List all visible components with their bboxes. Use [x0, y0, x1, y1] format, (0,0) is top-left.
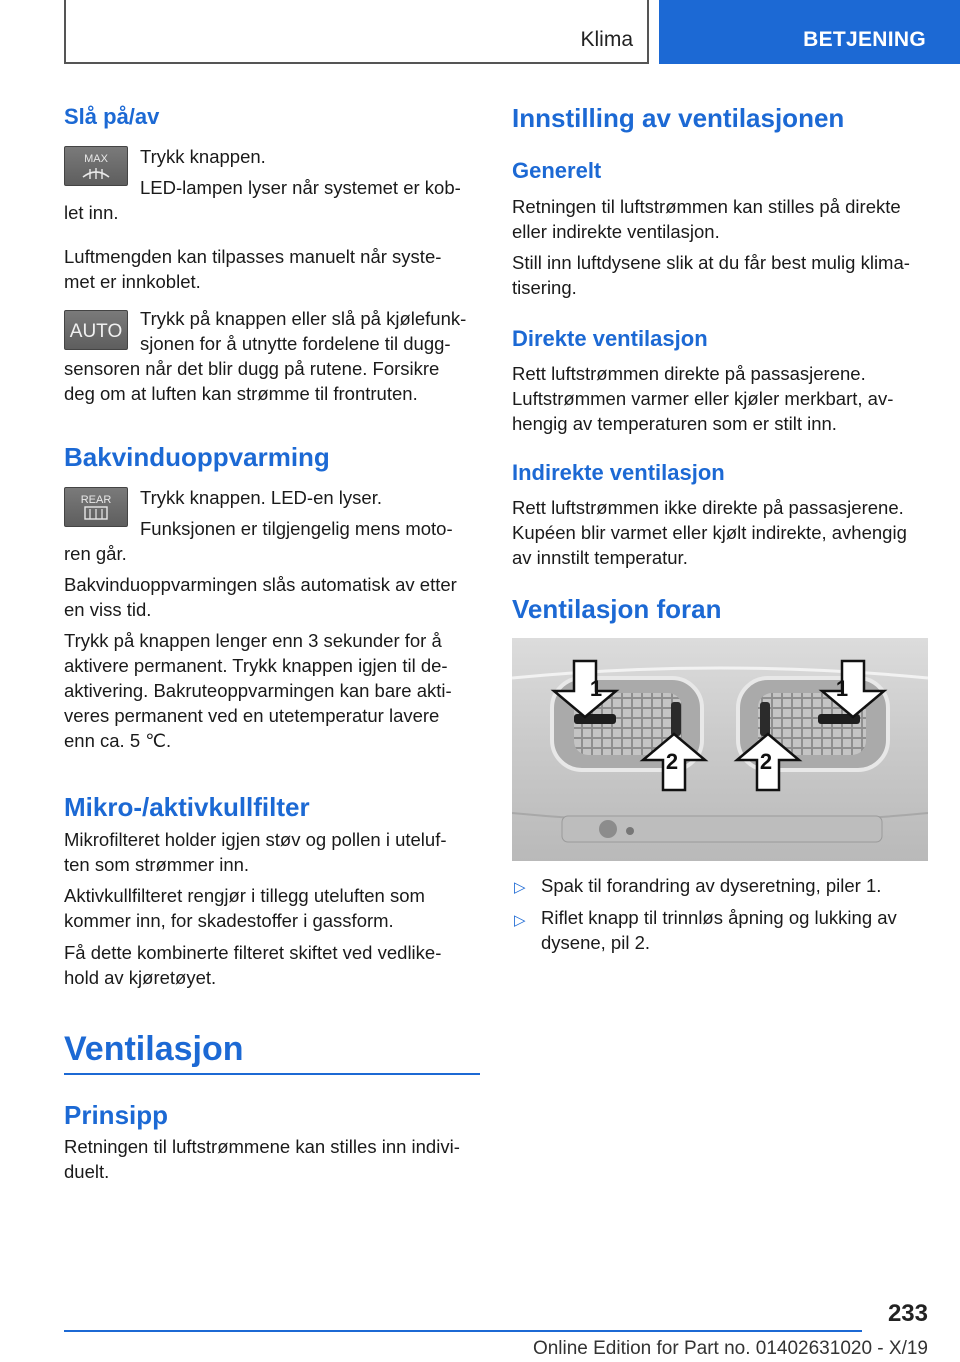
text-line: ten som strømmer inn.	[64, 854, 250, 875]
text-line: deg om at luften kan strømme til frontruten.	[64, 383, 418, 404]
photo-label-2-right: 2	[759, 749, 773, 774]
heading-generelt: Generelt	[512, 158, 602, 183]
heading-sla-pa-av: Slå på/av	[64, 104, 160, 129]
heading-ventilasjon: Ventilasjon	[64, 1030, 244, 1068]
text-line: aktivering. Bakruteoppvarmingen kan bare akti-	[64, 680, 452, 701]
text-line: LED-lampen lyser når systemet er kob-	[140, 177, 461, 198]
auto-icon-label: AUTO	[69, 321, 123, 342]
bullet-triangle-icon: ▷	[514, 912, 526, 929]
text-line: veres permanent ved en utetemperatur lavere	[64, 705, 440, 726]
bullet-item: Riflet knapp til trinnløs åpning og lukking av	[541, 907, 897, 928]
text-line: Retningen til luftstrømmene kan stilles inn indivi-	[64, 1136, 460, 1157]
text-line: Trykk på knappen lenger enn 3 sekunder for å	[64, 630, 442, 651]
header-chapter-title: BETJENING	[803, 28, 926, 51]
text-line: Mikrofilteret holder igjen støv og pollen i uteluf-	[64, 829, 447, 850]
text-line: av innstilt temperatur.	[512, 547, 688, 568]
text-line: sensoren når det blir dugg på rutene. Forsikre	[64, 358, 440, 379]
photo-label-2-left: 2	[665, 749, 679, 774]
text-line: Luftstrømmen varmer eller kjøler merkbart, av-	[512, 388, 894, 409]
header-section-title: Klima	[580, 28, 633, 51]
heading-prinsipp: Prinsipp	[64, 1100, 169, 1130]
text-line: Kupéen blir varmet eller kjølt indirekte, avhengig	[512, 522, 907, 543]
max-defrost-button-icon	[64, 146, 128, 186]
text-line: Få dette kombinerte filteret skiftet ved vedlike-	[64, 942, 442, 963]
text-line: hold av kjøretøyet.	[64, 967, 217, 988]
text-line: met er innkoblet.	[64, 271, 201, 292]
bullet-item: dysene, pil 2.	[541, 932, 651, 953]
text-line: en viss tid.	[64, 599, 152, 620]
text-line: duelt.	[64, 1161, 110, 1182]
front-vents-photo	[512, 638, 928, 861]
rear-defrost-button-icon	[64, 487, 128, 527]
footer-rule	[64, 1330, 862, 1332]
heading-indirekte-ventilasjon: Indirekte ventilasjon	[512, 460, 725, 485]
text-line: sjonen for å utnytte fordelene til dugg-	[140, 333, 451, 354]
text-line: hengig av temperaturen som er stilt inn.	[512, 413, 837, 434]
text-line: let inn.	[64, 202, 119, 223]
text-line: Retningen til luftstrømmen kan stilles på direkte	[512, 196, 901, 217]
text-line: Luftmengden kan tilpasses manuelt når syste-	[64, 246, 442, 267]
heading-direkte-ventilasjon: Direkte ventilasjon	[512, 326, 708, 351]
text-line: Rett luftstrømmen ikke direkte på passasjerene.	[512, 497, 904, 518]
footer-edition: Online Edition for Part no. 01402631020 - X/19	[532, 1338, 928, 1359]
text-line: enn ca. 5 ℃.	[64, 730, 172, 751]
heading-ventilasjon-foran: Ventilasjon foran	[512, 594, 722, 624]
text-line: Funksjonen er tilgjengelig mens moto-	[140, 518, 453, 539]
text-line: ren går.	[64, 543, 127, 564]
text-line: Bakvinduoppvarmingen slås automatisk av etter	[64, 574, 457, 595]
text-line: kommer inn, for skadestoffer i gassform.	[64, 910, 394, 931]
photo-label-1-left: 1	[589, 676, 603, 701]
heading-bakvinduoppvarming: Bakvinduoppvarming	[64, 442, 330, 472]
header-left-box	[64, 0, 649, 64]
max-icon-label: MAX	[84, 153, 108, 165]
auto-button-icon	[64, 310, 128, 350]
text-line: Trykk knappen. LED-en lyser.	[140, 487, 382, 508]
text-line: Still inn luftdysene slik at du får best mulig klima-	[512, 252, 910, 273]
bullet-triangle-icon: ▷	[514, 879, 526, 896]
text-line: tisering.	[512, 277, 577, 298]
heading-innstilling-av-ventilasjonen: Innstilling av ventilasjonen	[512, 103, 845, 133]
heading-mikro-aktivkullfilter: Mikro-/aktivkullfilter	[64, 792, 310, 822]
text-line: eller indirekte ventilasjon.	[512, 221, 720, 242]
bullet-item: Spak til forandring av dyseretning, piler 1.	[541, 875, 882, 896]
text-line: Rett luftstrømmen direkte på passasjerene.	[512, 363, 866, 384]
rear-icon-label: REAR	[80, 494, 112, 506]
photo-label-1-right: 1	[835, 676, 849, 701]
text-line: Trykk på knappen eller slå på kjølefunk-	[140, 308, 467, 329]
page-number: 233	[887, 1300, 928, 1327]
text-line: Aktivkullfilteret rengjør i tillegg uteluften som	[64, 885, 425, 906]
header-chapter-tab	[659, 0, 960, 64]
section-rule	[64, 1073, 480, 1075]
text-line: Trykk knappen.	[140, 146, 266, 167]
text-line: aktivere permanent. Trykk knappen igjen til de-	[64, 655, 448, 676]
